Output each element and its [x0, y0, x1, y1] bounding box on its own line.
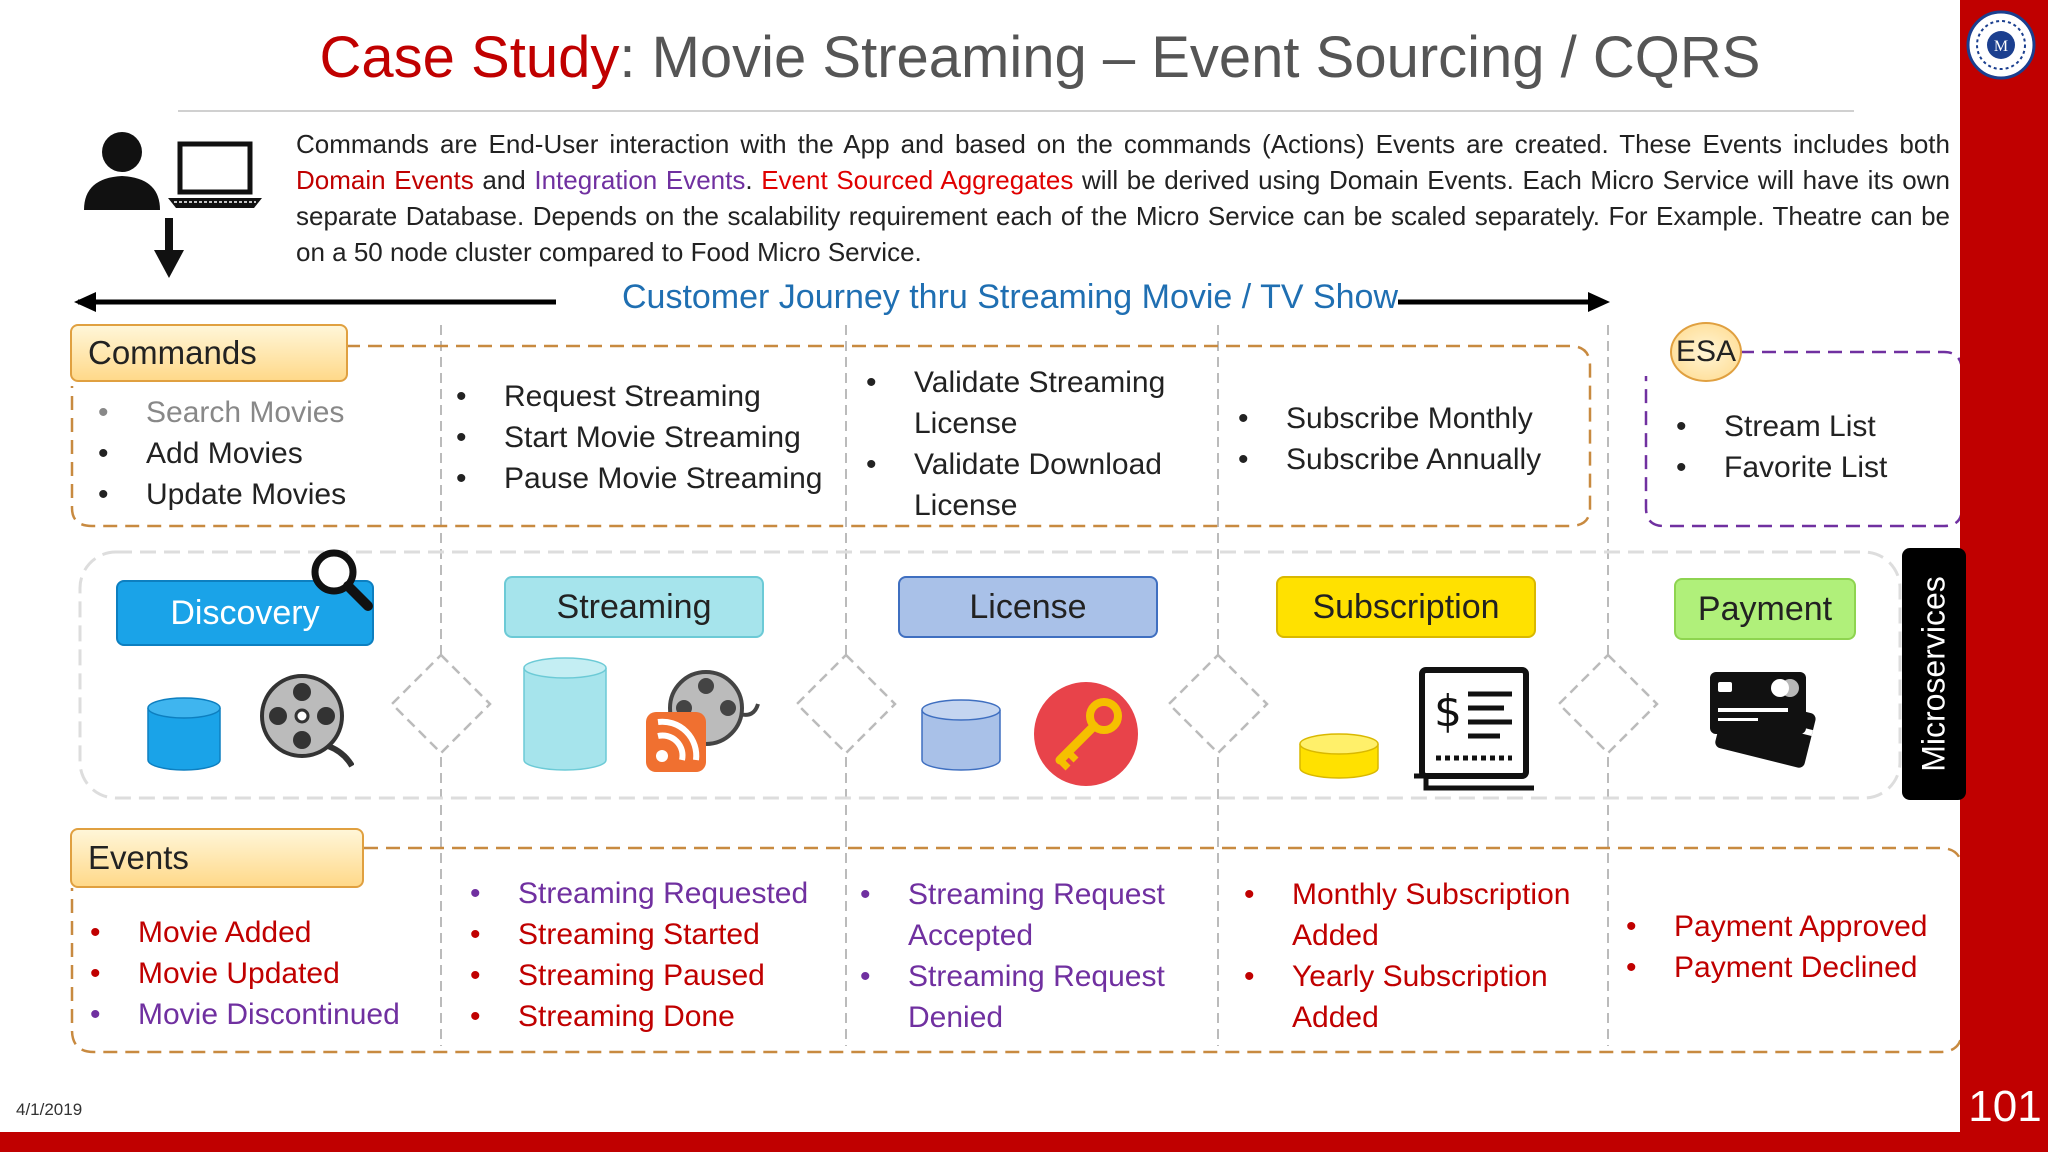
commands-label: Commands	[70, 324, 348, 382]
bottom-brand-bar	[0, 1132, 1960, 1152]
slide-date: 4/1/2019	[16, 1100, 83, 1119]
license-database-icon	[920, 698, 1002, 772]
esa-badge: ESA	[1670, 322, 1742, 382]
magnifier-icon	[306, 546, 374, 612]
list-item: • Search Movies	[98, 392, 428, 433]
film-reel-icon	[258, 672, 354, 768]
svg-text:$: $	[1434, 686, 1462, 737]
intro-domain-events: Domain Events	[296, 165, 474, 195]
license-service-box: License	[898, 576, 1158, 638]
subscription-database-icon	[1298, 732, 1380, 780]
microservices-label	[1902, 548, 1966, 800]
events-subscription-list	[1244, 874, 1594, 1038]
intro-text-2: and	[473, 165, 535, 195]
commands-license-list	[866, 362, 1196, 526]
streaming-database-icon	[522, 656, 608, 772]
university-seal-icon	[1966, 10, 2036, 80]
list-item: • Payment Approved	[1626, 906, 1956, 947]
events-license-list	[860, 874, 1200, 1038]
commands-discovery-list	[98, 392, 428, 515]
list-item: • Validate Streaming License	[866, 362, 1196, 444]
microservices-label-text: Microservices	[1915, 576, 1952, 772]
intro-text-3: .	[745, 165, 762, 195]
page-number: 101	[1968, 1082, 2042, 1131]
streaming-rss-icon	[644, 668, 760, 774]
right-brand-bar	[1960, 0, 2048, 1152]
events-label: Events	[70, 828, 364, 888]
list-item: • Subscribe Annually	[1238, 439, 1588, 480]
list-item: • Streaming Paused	[470, 955, 850, 996]
list-item: • Validate Download License	[866, 444, 1196, 526]
list-item: • Streaming Started	[470, 914, 850, 955]
journey-arrowhead-left	[74, 292, 96, 312]
intro-text-4: will be derived using Domain Events. Each Micro Service will have its own separate Database. Depends on the scalability requirement each of the Micro Service can be scaled separately. For Example. Theatre can be on a 50 node cluster compared to Food Micro Service.	[296, 165, 1951, 267]
discovery-database-icon	[146, 696, 222, 772]
list-item: • Add Movies	[98, 433, 428, 474]
svg-text:M: M	[1993, 38, 2009, 55]
intro-esa: Event Sourced Aggregates	[761, 165, 1074, 195]
invoice-icon	[1412, 666, 1536, 792]
events-payment-list	[1626, 906, 1956, 988]
title-rest: : Movie Streaming – Event Sourcing / CQRS	[619, 25, 1761, 90]
list-item: • Streaming Request Accepted	[860, 874, 1200, 956]
events-discovery-list	[90, 912, 440, 1035]
customer-journey-label: Customer Journey thru Streaming Movie / TV Show	[621, 278, 1399, 316]
list-item: • Yearly Subscription Added	[1244, 956, 1594, 1038]
esa-list	[1676, 406, 1946, 488]
list-item: • Streaming Done	[470, 996, 850, 1037]
key-icon	[1032, 680, 1140, 788]
list-item: • Favorite List	[1676, 447, 1946, 488]
list-item: • Pause Movie Streaming	[456, 458, 846, 499]
list-item: • Movie Discontinued	[90, 994, 440, 1035]
events-streaming-list	[470, 873, 850, 1037]
credit-card-icon	[1708, 668, 1818, 774]
list-item: • Subscribe Monthly	[1238, 398, 1588, 439]
commands-subscription-list	[1238, 398, 1588, 480]
list-item: • Start Movie Streaming	[456, 417, 846, 458]
commands-streaming-list	[456, 376, 846, 499]
list-item: • Streaming Requested	[470, 873, 850, 914]
discovery-service-box: Discovery	[116, 580, 374, 646]
list-item: • Streaming Request Denied	[860, 956, 1200, 1038]
list-item: • Request Streaming	[456, 376, 846, 417]
list-item: • Movie Added	[90, 912, 440, 953]
intro-text-1: Commands are End-User interaction with the App and based on the commands (Actions) Events are created. These Events includes both	[296, 129, 1950, 159]
list-item: • Movie Updated	[90, 953, 440, 994]
payment-service-box: Payment	[1674, 578, 1856, 640]
title-highlight: Case Study	[319, 25, 620, 90]
list-item: • Payment Declined	[1626, 947, 1956, 988]
list-item: • Monthly Subscription Added	[1244, 874, 1594, 956]
intro-integration-events: Integration Events	[534, 165, 746, 195]
list-item: • Stream List	[1676, 406, 1946, 447]
streaming-service-box: Streaming	[504, 576, 764, 638]
journey-arrowhead-right	[1588, 292, 1610, 312]
subscription-service-box: Subscription	[1276, 576, 1536, 638]
list-item: • Update Movies	[98, 474, 428, 515]
